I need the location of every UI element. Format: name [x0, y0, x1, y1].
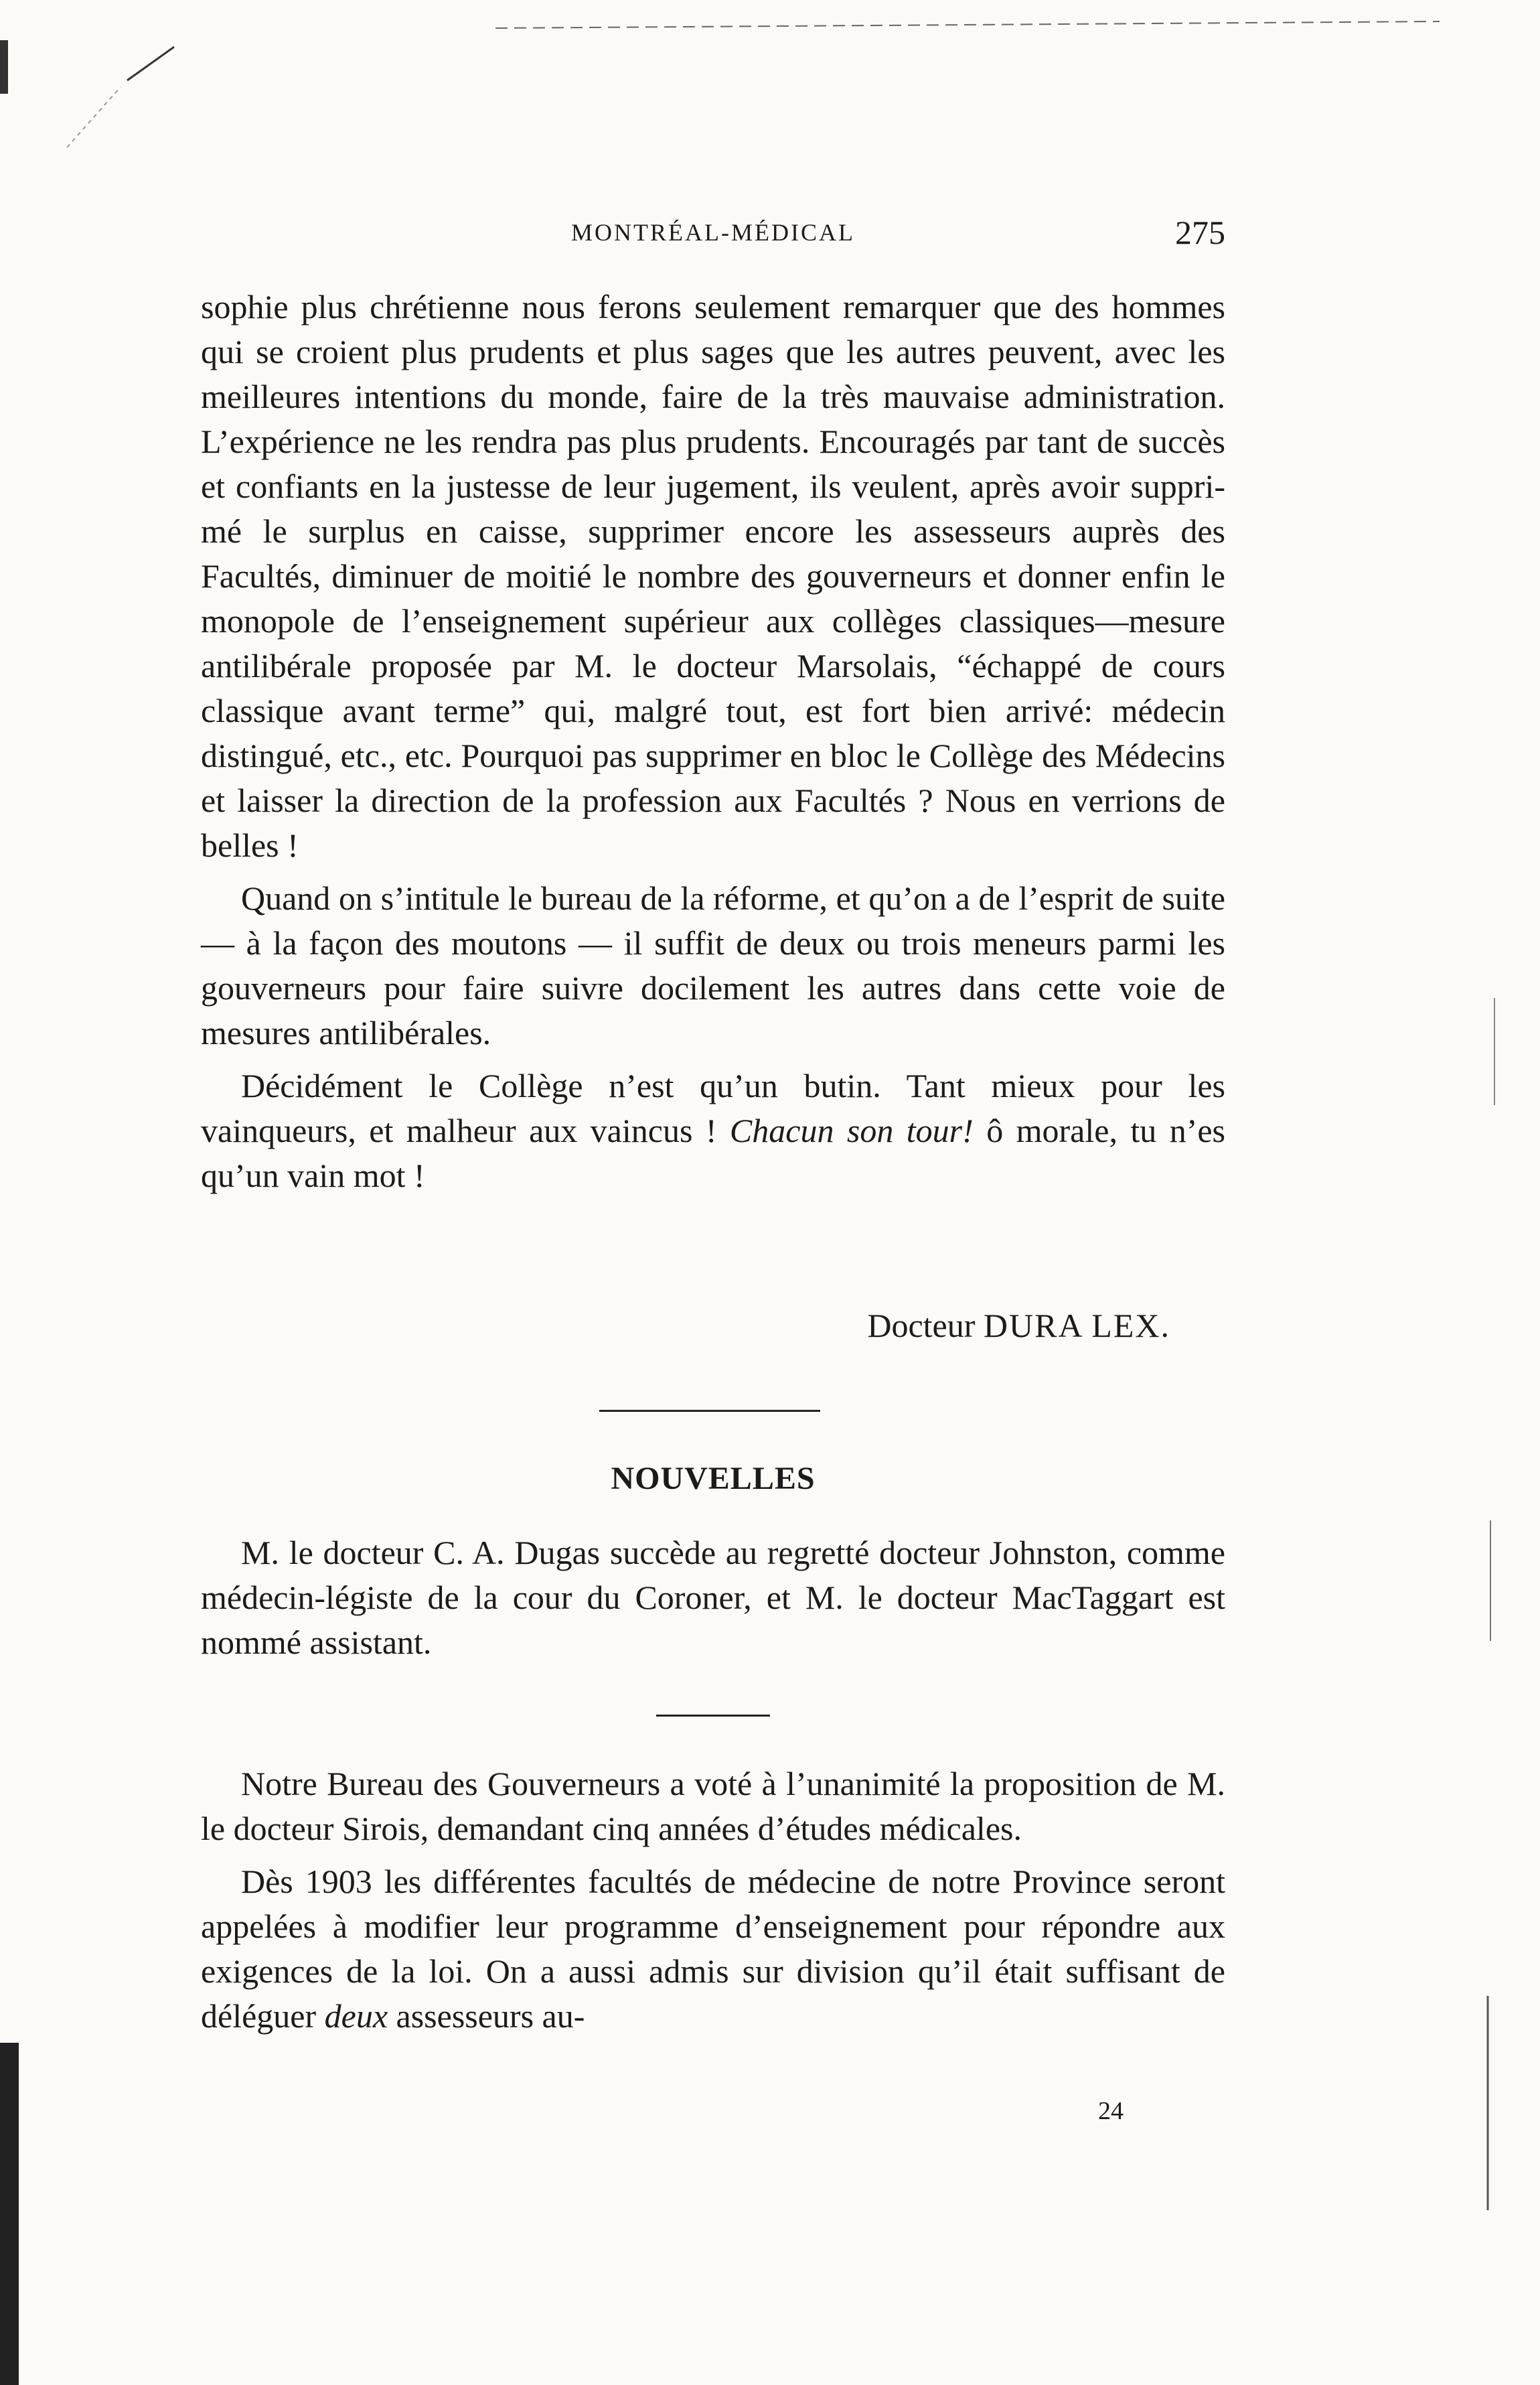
closing-text: Décidément le Collège n’est qu’un butin. Tant mieux pour les vainqueurs, et malheur aux vaincus ! [201, 1067, 1225, 1149]
article-body [201, 285, 1225, 1198]
article-paragraph: sophie plus chrétienne nous ferons seulement remarquer que des hommes qui se croient plus prudents et plus sages que les autres peuvent, avec les meilleures intentions du monde, faire de la très mauvaise administration. L’expérience ne les rendra pas plus prudents. Encouragés par tant de succès et confiants en la justesse de leur jugement, ils veulent, après avoir supprimé le surplus en caisse, supprimer encore les assesseurs auprès des Facultés, diminuer de moitié le nombre des gouverneurs et donner enfin le monopole de l’enseignement supérieur aux collèges classiques—mesure antilibérale proposée par M. le docteur Marsolais, “échappé de cours classique avant terme” qui, malgré tout, est fort bien arrivé: médecin distingué, etc., etc. Pourquoi pas supprimer en bloc le Collège des Médecins et laisser la direction de la profession aux Facultés ? Nous en verrions de belles ! [201, 288, 1225, 864]
news-divider-rule [656, 1715, 770, 1717]
closing-text-end: ô morale, tu n’es qu’un vain mot ! [201, 1112, 1225, 1194]
news-text: Dès 1903 les différentes facultés de médecine de notre Province seront appelées à modifier leur programme d’enseignement pour répondre aux exigences de la loi. On a aussi admis sur division qu’il était suffisant de déléguer [201, 1863, 1225, 2035]
page-header [201, 213, 1225, 260]
page-number: 275 [1175, 214, 1225, 251]
news-italic-word: deux [324, 1997, 388, 2035]
article-closing-paragraph [201, 1064, 1225, 1198]
section-divider-rule [599, 1410, 820, 1412]
signature-name: DURA LEX. [983, 1307, 1170, 1344]
author-signature [201, 1306, 1170, 1345]
printer-signature-mark: 24 [1098, 2097, 1124, 2125]
signature-title: Docteur [867, 1307, 984, 1344]
news-item [201, 1530, 1225, 1665]
news-text-end: assesseurs au- [388, 1997, 585, 2035]
news-paragraph: Notre Bureau des Gouverneurs a voté à l’unanimité la proposition de M. le docteur Sirois, demandant cinq années d’études médicales. [201, 1765, 1225, 1847]
closing-italic-phrase: Chacun son tour! [729, 1112, 974, 1149]
news-item [201, 1761, 1225, 2039]
news-paragraph: M. le docteur C. A. Dugas succède au regretté docteur Johnston, comme médecin-légiste de la cour du Coroner, et M. le docteur MacTaggart est nommé assistant. [201, 1534, 1225, 1661]
article-paragraph: Quand on s’intitule le bureau de la réforme, et qu’on a de l’esprit de suite — à la façon des moutons — il suffit de deux ou trois meneurs parmi les gouverneurs pour faire suivre docilement les autres dans cette voie de mesures antilibérales. [201, 879, 1225, 1052]
section-heading: NOUVELLES [611, 1461, 816, 1496]
news-paragraph [201, 1859, 1225, 2039]
running-title: MONTRÉAL-MÉDICAL [571, 219, 855, 246]
